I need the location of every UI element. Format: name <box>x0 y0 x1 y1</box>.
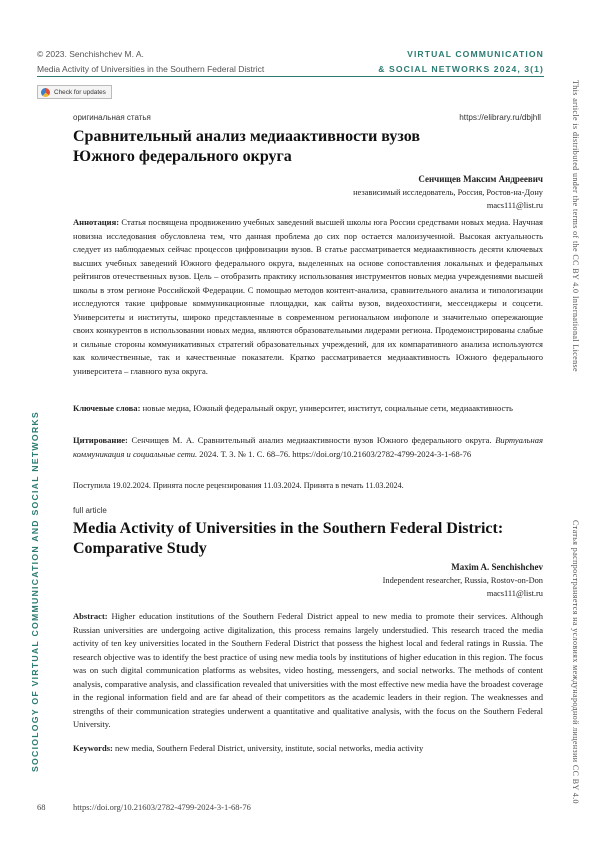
author-affiliation-ru: независимый исследователь, Россия, Ростов-на-Дону <box>353 188 543 197</box>
citation-text-ru-b: 2024. Т. 3. № 1. С. 68–76. https://doi.org/10.21603/2782-4799-2024-3-1-68-76 <box>199 448 472 459</box>
citation-journal-ru: Виртуальная коммуникация и социальные сети. <box>73 435 543 459</box>
page-title-en <box>73 519 543 559</box>
abstract-label-en: Abstract: <box>73 611 108 621</box>
page-number: 68 <box>37 802 46 812</box>
license-vertical-ru: Статья распространяется на условиях международной лицензии CC BY 4.0 <box>571 520 580 804</box>
author-name-en: Maxim A. Senchishchev <box>451 562 543 572</box>
keywords-label-en: Keywords: <box>73 743 113 753</box>
author-email-en[interactable]: macs111@list.ru <box>486 589 543 598</box>
license-vertical-en: This article is distributed under the terms of the CC BY 4.0 International License <box>571 80 580 372</box>
footer-doi-link[interactable]: https://doi.org/10.21603/2782-4799-2024-3-1-68-76 <box>73 802 251 812</box>
section-vertical-label: SOCIOLOGY OF VIRTUAL COMMUNICATION AND SOCIAL NETWORKS <box>30 411 40 772</box>
abstract-ru <box>73 216 543 379</box>
keywords-ru <box>73 402 543 416</box>
author-block-en <box>383 561 543 600</box>
title-en-line1: Media Activity of Universities in the Southern Federal District: <box>73 520 504 537</box>
journal-name-line1: VIRTUAL COMMUNICATION <box>407 49 544 59</box>
check-updates-icon <box>41 88 50 97</box>
check-updates-label: Check for updates <box>54 88 106 96</box>
keywords-en <box>73 742 543 756</box>
title-en-line2: Comparative Study <box>73 540 207 557</box>
title-ru-line2: Южного федерального округа <box>73 148 292 165</box>
copyright-line: © 2023. Senchishchev M. A. <box>37 49 144 59</box>
author-name-ru: Сенчищев Максим Андреевич <box>418 174 543 184</box>
keywords-text-ru: новые медиа, Южный федеральный округ, университет, институт, социальные сети, медиаактивность <box>142 403 513 413</box>
citation-ru <box>73 434 543 461</box>
author-block-ru <box>353 173 543 212</box>
keywords-text-en: new media, Southern Federal District, university, institute, social networks, media activity <box>115 743 424 753</box>
citation-label-ru: Цитирование: <box>73 435 128 445</box>
journal-name-line2: & SOCIAL NETWORKS 2024, 3(1) <box>378 64 544 74</box>
journal-name <box>378 47 544 77</box>
abstract-text-ru: Статья посвящена продвижению учебных заведений высшей школы юга России средствами новых медиа. Научная новизна исследования обусловлена тем, что данная проблема до сих пор остается малоизученной. Высокая актуальность следует из наблюдаемых сейчас процессов цифровизации вузов. В статье рассматривается медиаактивность десяти ключевых высших учебных заведений Южного федерального округа, выделенных на основе сопоставления локальных и федеральных рейтингов отечественных вузов. Цель – отобразить практику использования инструментов новых медиа учреждениями высшей школы в этом регионе Российской Федерации. С помощью методов контент-анализа, сравнительного анализа и типологизации исследуются такие цифровые коммуникационные площадки, как сайты вузов, видеохостинги, мессенджеры и соцсети. Университеты и институты, широко представленные в современном региональном инфополе и значительно опережающие своих конкурентов в использовании новых медиа, являются образовательными лидерами региона. Продемонстрированы слабые и сильные стороны коммуникативных стратегий образовательных учреждений, для их компаративного анализа используются как количественные, так и качественные показатели. Кратко рассматривается медиаактивность Южного федерального университета – главного вуза округа. <box>73 217 543 377</box>
keywords-label-ru: Ключевые слова: <box>73 403 141 413</box>
page-title-ru <box>73 127 543 167</box>
abstract-en <box>73 610 543 732</box>
elibrary-link[interactable]: https://elibrary.ru/dbjhll <box>459 113 541 122</box>
check-for-updates-button[interactable] <box>37 85 112 99</box>
running-title: Media Activity of Universities in the Southern Federal District <box>37 64 265 74</box>
abstract-label-ru: Аннотация: <box>73 217 120 227</box>
article-type-ru: оригинальная статья <box>73 113 151 122</box>
article-type-en: full article <box>73 506 107 515</box>
article-dates-ru: Поступила 19.02.2024. Принята после рецензирования 11.03.2024. Принята в печать 11.03.2024. <box>73 481 404 490</box>
citation-text-ru-a: Сенчищев М. А. Сравнительный анализ медиаактивности вузов Южного федерального округа. <box>131 435 492 445</box>
header-rule <box>37 76 544 77</box>
abstract-text-en: Higher education institutions of the Southern Federal District appeal to new media to promote their services. Although Russian universities are undergoing active digitalization, this process remains largely understudied. This research traced the media activity of ten key universities located in the Southern Federal District that possess the highest local and federal ratings in Russia. The research objective was to identify the best practice of using new media tools by institutions of higher education in this region. The focus was on such digital communication platforms as websites, video hosting, messengers, and social networks. The methods of content analysis, comparative analysis, and classification revealed that universities with the most effective new media have the broadest coverage in the regional information field and are far ahead of their competitors as the academic leaders in their region. The weaknesses and strengths of their communication strategies underwent a quantitative and qualitative analysis, with the focus on the Southern Federal University. <box>73 611 544 730</box>
title-ru-line1: Сравнительный анализ медиаактивности вузов <box>73 128 420 145</box>
running-header-left <box>37 47 264 77</box>
author-email-ru[interactable]: macs111@list.ru <box>486 201 543 210</box>
author-affiliation-en: Independent researcher, Russia, Rostov-on-Don <box>382 576 543 585</box>
